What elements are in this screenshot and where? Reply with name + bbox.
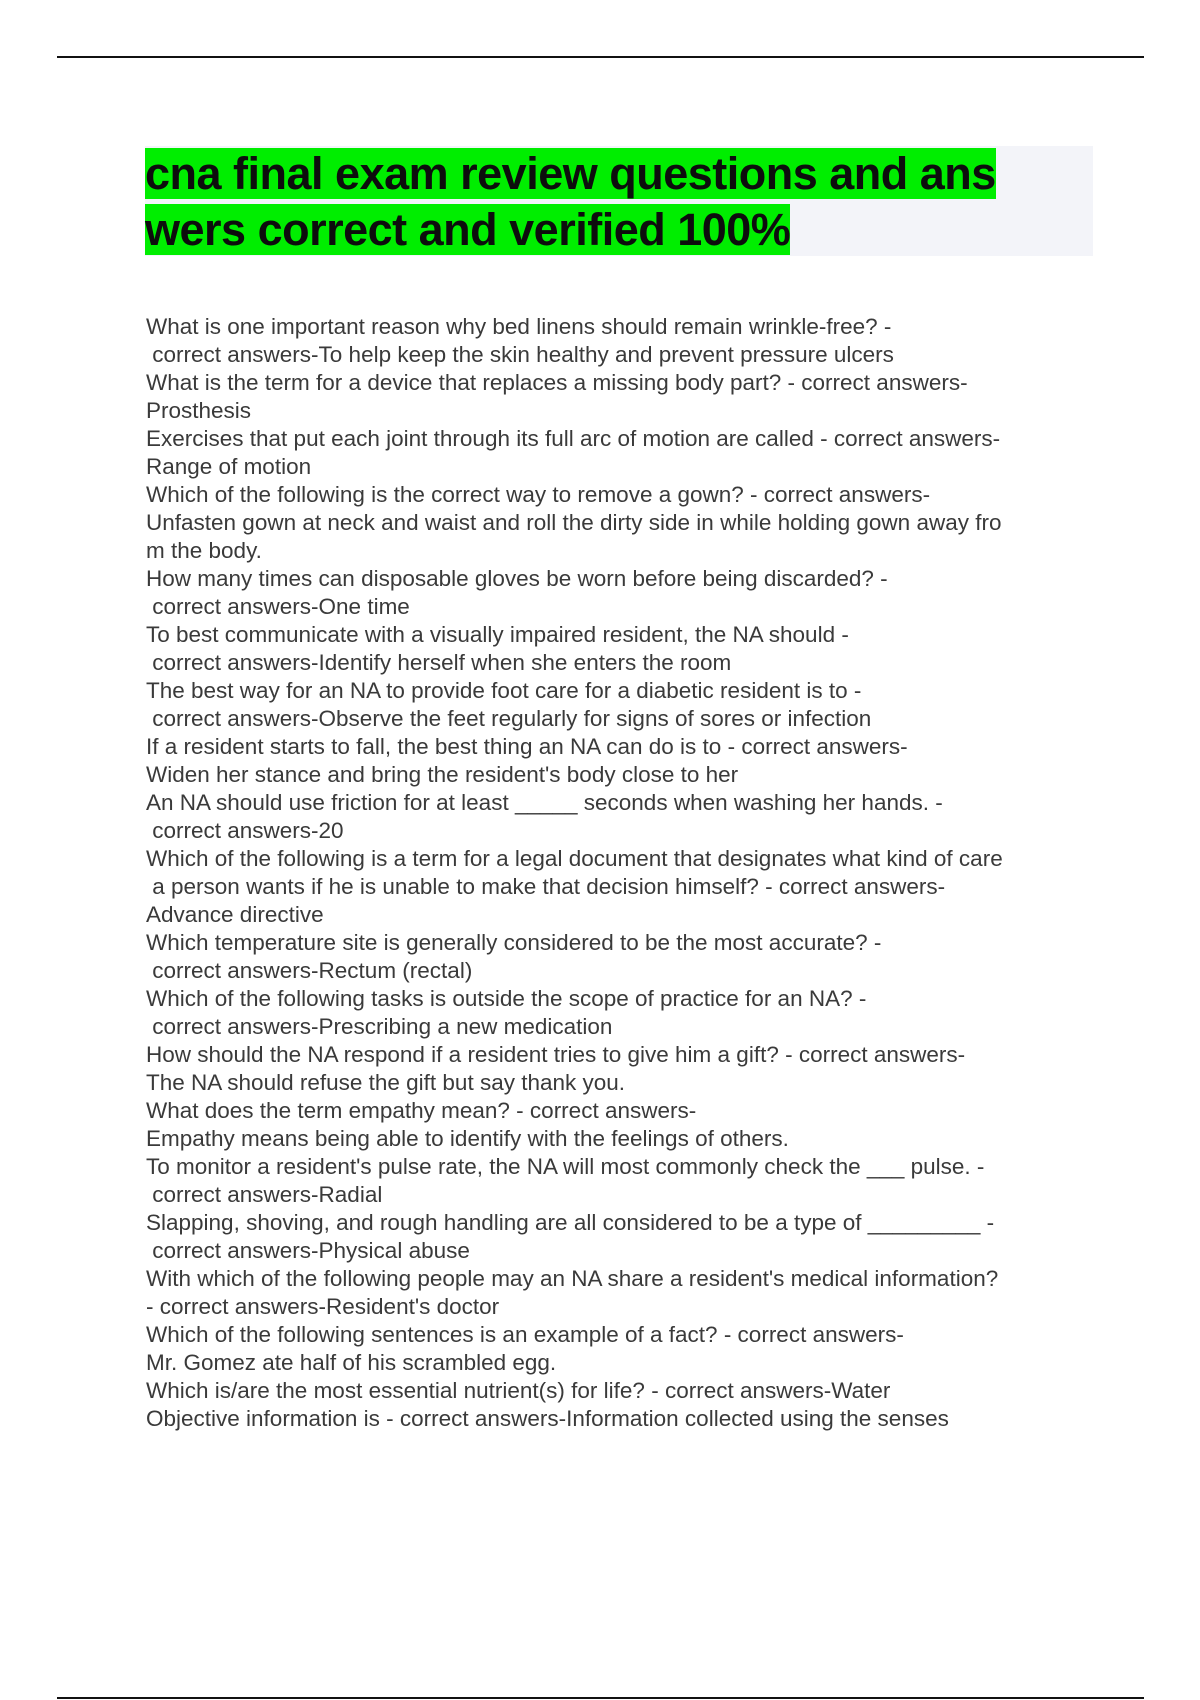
text-line: Widen her stance and bring the resident's body close to her — [146, 762, 739, 787]
text-line: correct answers-Identify herself when she enters the room — [146, 650, 732, 675]
text-line: How many times can disposable gloves be worn before being discarded? - — [146, 566, 888, 591]
text-line: - correct answers-Resident's doctor — [146, 1294, 500, 1319]
text-line: To monitor a resident's pulse rate, the NA will most commonly check the ___ pulse. - — [146, 1154, 985, 1179]
text-line: Which is/are the most essential nutrient(s) for life? - correct answers-Water — [146, 1378, 891, 1403]
text-line: An NA should use friction for at least _____ seconds when washing her hands. - — [146, 790, 943, 815]
text-line: Empathy means being able to identify with the feelings of others. — [146, 1126, 789, 1151]
text-line: If a resident starts to fall, the best thing an NA can do is to - correct answers- — [146, 734, 908, 759]
text-line: Objective information is - correct answers-Information collected using the senses — [146, 1406, 949, 1431]
text-line: Slapping, shoving, and rough handling are all considered to be a type of _________ - — [146, 1210, 995, 1235]
text-line: Which temperature site is generally considered to be the most accurate? - — [146, 930, 882, 955]
text-line: Advance directive — [146, 902, 324, 927]
text-line: correct answers-Rectum (rectal) — [146, 958, 473, 983]
text-line: correct answers-Prescribing a new medication — [146, 1014, 613, 1039]
text-line: correct answers-Observe the feet regularly for signs of sores or infection — [146, 706, 872, 731]
text-line: Which of the following sentences is an example of a fact? - correct answers- — [146, 1322, 904, 1347]
page-title — [145, 146, 1093, 258]
text-line: What does the term empathy mean? - correct answers- — [146, 1098, 697, 1123]
text-line: Exercises that put each joint through its full arc of motion are called - correct answers- — [146, 426, 1001, 451]
text-line: What is the term for a device that replaces a missing body part? - correct answers- — [146, 370, 968, 395]
text-line: What is one important reason why bed linens should remain wrinkle-free? - — [146, 314, 892, 339]
top-rule — [57, 56, 1144, 58]
text-line: Which of the following is the correct way to remove a gown? - correct answers- — [146, 482, 931, 507]
text-line: correct answers-To help keep the skin healthy and prevent pressure ulcers — [146, 342, 894, 367]
title-line-1: cna final exam review questions and ans — [145, 148, 996, 199]
text-line: Mr. Gomez ate half of his scrambled egg. — [146, 1350, 557, 1375]
text-line: Prosthesis — [146, 398, 252, 423]
text-line: Which of the following is a term for a legal document that designates what kind of care — [146, 846, 1003, 871]
title-box — [145, 146, 1093, 256]
text-line: correct answers-20 — [146, 818, 344, 843]
text-line: The NA should refuse the gift but say thank you. — [146, 1070, 626, 1095]
text-line: The best way for an NA to provide foot care for a diabetic resident is to - — [146, 678, 862, 703]
text-line: correct answers-Radial — [146, 1182, 383, 1207]
text-line: m the body. — [146, 538, 262, 563]
qa-body — [146, 313, 1086, 1433]
text-line: Which of the following tasks is outside the scope of practice for an NA? - — [146, 986, 867, 1011]
text-line: correct answers-Physical abuse — [146, 1238, 470, 1263]
text-line: How should the NA respond if a resident tries to give him a gift? - correct answers- — [146, 1042, 966, 1067]
title-line-2: wers correct and verified 100% — [145, 204, 791, 255]
bottom-rule — [57, 1697, 1144, 1699]
text-line: With which of the following people may an NA share a resident's medical information? — [146, 1266, 999, 1291]
text-line: Unfasten gown at neck and waist and roll the dirty side in while holding gown away fro — [146, 510, 1002, 535]
text-line: Range of motion — [146, 454, 312, 479]
text-line: To best communicate with a visually impaired resident, the NA should - — [146, 622, 849, 647]
text-line: a person wants if he is unable to make that decision himself? - correct answers- — [146, 874, 946, 899]
text-line: correct answers-One time — [146, 594, 410, 619]
